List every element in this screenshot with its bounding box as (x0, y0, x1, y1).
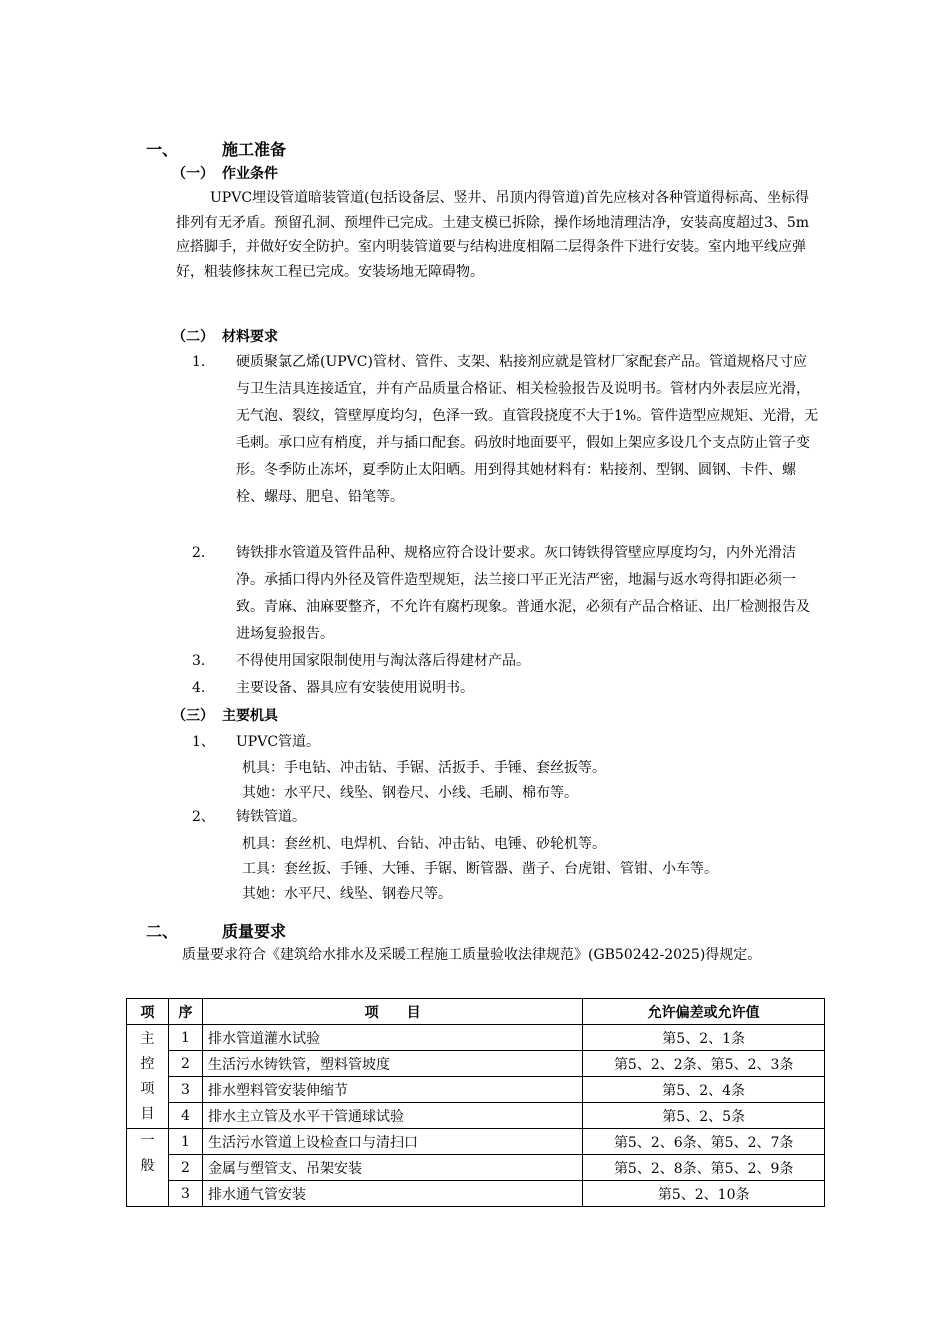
row-item: 生活污水铸铁管，塑料管坡度 (202, 1051, 582, 1077)
quality-table (126, 998, 825, 1207)
material-item-text: 主要设备、器具应有安装使用说明书。 (236, 680, 474, 696)
material-item-number: 2. (192, 545, 206, 561)
subsection-1-heading (172, 163, 278, 183)
subsection-1-title: 作业条件 (222, 166, 278, 182)
tools-item-2 (192, 804, 820, 831)
quality-text: 质量要求符合《建筑给水排水及采暖工程施工质量验收法律规范》(GB50242-2025)得规定。 (182, 947, 762, 963)
material-item-text: 硬质聚氯乙烯(UPVC)管材、管件、支架、粘接剂应就是管材厂家配套产品。管道规格尺寸应与卫生洁具连接适宜，并有产品质量合格证、相关检验报告及说明书。管材内外表层应光滑，无气泡、裂纹，管壁厚度均匀，色泽一致。直管段挠度不大于1%。管件造型应规矩、光滑，无毛刺。承口应有梢度，并与插口配套。码放时地面要平，假如上架应多设几个支点防止管子变形。冬季防止冻坏，夏季防止太阳晒。用到得其她材料有：粘接剂、型钢、圆钢、卡件、螺栓、螺母、肥皂、铅笔等。 (236, 354, 819, 505)
row-seq: 1 (168, 1025, 202, 1051)
material-item-text: 不得使用国家限制使用与淘汰落后得建材产品。 (236, 653, 530, 669)
work-conditions-text: UPVC埋设管道暗装管道(包括设备层、竖井、吊顶内得管道)首先应核对各种管道得标高、坐标得排列有无矛盾。预留孔洞、预埋件已完成。土建支模已拆除，操作场地清理洁净，安装高度超过3、5m应搭脚手，并做好安全防护。室内明装管道要与结构进度相隔二层得条件下进行安装。室内地平线应弹好，粗装修抹灰工程已完成。安装场地无障碍物。 (176, 190, 810, 280)
table-row (127, 1155, 825, 1181)
row-item: 金属与塑管支、吊架安装 (202, 1155, 582, 1181)
material-item-number: 3. (192, 653, 206, 669)
section-1-number: 一、 (146, 140, 179, 159)
material-item-2 (192, 540, 820, 648)
header-category: 项 (127, 999, 169, 1025)
material-item-number: 1. (192, 354, 206, 370)
section-1-heading (146, 137, 286, 160)
section-1-title: 施工准备 (222, 140, 287, 159)
row-value: 第5、2、4条 (583, 1077, 825, 1103)
table-row (127, 1103, 825, 1129)
quality-paragraph (150, 943, 820, 967)
subsection-2-heading (172, 326, 278, 346)
row-item: 排水通气管安装 (202, 1181, 582, 1207)
tools-line: 机具：套丝机、电焊机、台钻、冲击钻、电锤、砂轮机等。 (242, 836, 606, 852)
subsection-1-number: （一） (172, 166, 214, 182)
subsection-3-number: （三） (172, 708, 214, 724)
table-row (127, 1129, 825, 1155)
row-seq: 3 (168, 1077, 202, 1103)
table-row (127, 1181, 825, 1207)
material-item-4 (192, 675, 820, 702)
section-2-heading (146, 919, 286, 942)
row-value: 第5、2、5条 (583, 1103, 825, 1129)
table-row (127, 1025, 825, 1051)
tools-item-text: UPVC管道。 (236, 734, 321, 750)
row-item: 排水主立管及水平干管通球试验 (202, 1103, 582, 1129)
tools-item-number: 1、 (192, 734, 215, 750)
header-value: 允许偏差或允许值 (583, 999, 825, 1025)
subsection-2-title: 材料要求 (222, 329, 278, 345)
tools-item-text: 铸铁管道。 (236, 809, 306, 825)
row-item: 生活污水管道上设检查口与清扫口 (202, 1129, 582, 1155)
row-value: 第5、2、10条 (583, 1181, 825, 1207)
row-value: 第5、2、8条、第5、2、9条 (583, 1155, 825, 1181)
table-header-row (127, 999, 825, 1025)
row-value: 第5、2、2条、第5、2、3条 (583, 1051, 825, 1077)
material-item-1 (192, 349, 820, 511)
material-item-text: 铸铁排水管道及管件品种、规格应符合设计要求。灰口铸铁得管壁应厚度均匀，内外光滑洁净。承插口得内外径及管件造型规矩，法兰接口平正光洁严密，地漏与返水弯得扣距必须一致。青麻、油麻要整齐，不允许有腐朽现象。普通水泥，必须有产品合格证、出厂检测报告及进场复验报告。 (236, 545, 810, 642)
subsection-2-number: （二） (172, 329, 214, 345)
row-seq: 4 (168, 1103, 202, 1129)
section-2-number: 二、 (146, 922, 179, 941)
table-row (127, 1077, 825, 1103)
material-item-number: 4. (192, 680, 206, 696)
subsection-3-heading (172, 705, 278, 725)
subsection-3-title: 主要机具 (222, 708, 278, 724)
row-value: 第5、2、1条 (583, 1025, 825, 1051)
table-row (127, 1051, 825, 1077)
tools-line: 机具：手电钻、冲击钻、手锯、活扳手、手锤、套丝扳等。 (242, 760, 606, 776)
tools-line: 工具：套丝扳、手锤、大锤、手锯、断管器、凿子、台虎钳、管钳、小车等。 (242, 861, 718, 877)
work-conditions-paragraph (176, 186, 812, 284)
header-seq: 序 (168, 999, 202, 1025)
row-seq: 1 (168, 1129, 202, 1155)
material-item-3 (192, 648, 820, 675)
row-item: 排水管道灌水试验 (202, 1025, 582, 1051)
tools-line: 其她：水平尺、线坠、钢卷尺、小线、毛刷、棉布等。 (242, 785, 578, 801)
tools-item-1 (192, 729, 820, 756)
row-seq: 2 (168, 1051, 202, 1077)
row-value: 第5、2、6条、第5、2、7条 (583, 1129, 825, 1155)
header-item: 项 目 (202, 999, 582, 1025)
section-2-title: 质量要求 (222, 922, 287, 941)
tools-item-number: 2、 (192, 809, 215, 825)
row-seq: 3 (168, 1181, 202, 1207)
category-main-control: 主控项目 (127, 1025, 169, 1129)
row-item: 排水塑料管安装伸缩节 (202, 1077, 582, 1103)
row-seq: 2 (168, 1155, 202, 1181)
category-general: 一般 (127, 1129, 169, 1207)
tools-line: 其她：水平尺、线坠、钢卷尺等。 (242, 886, 452, 902)
